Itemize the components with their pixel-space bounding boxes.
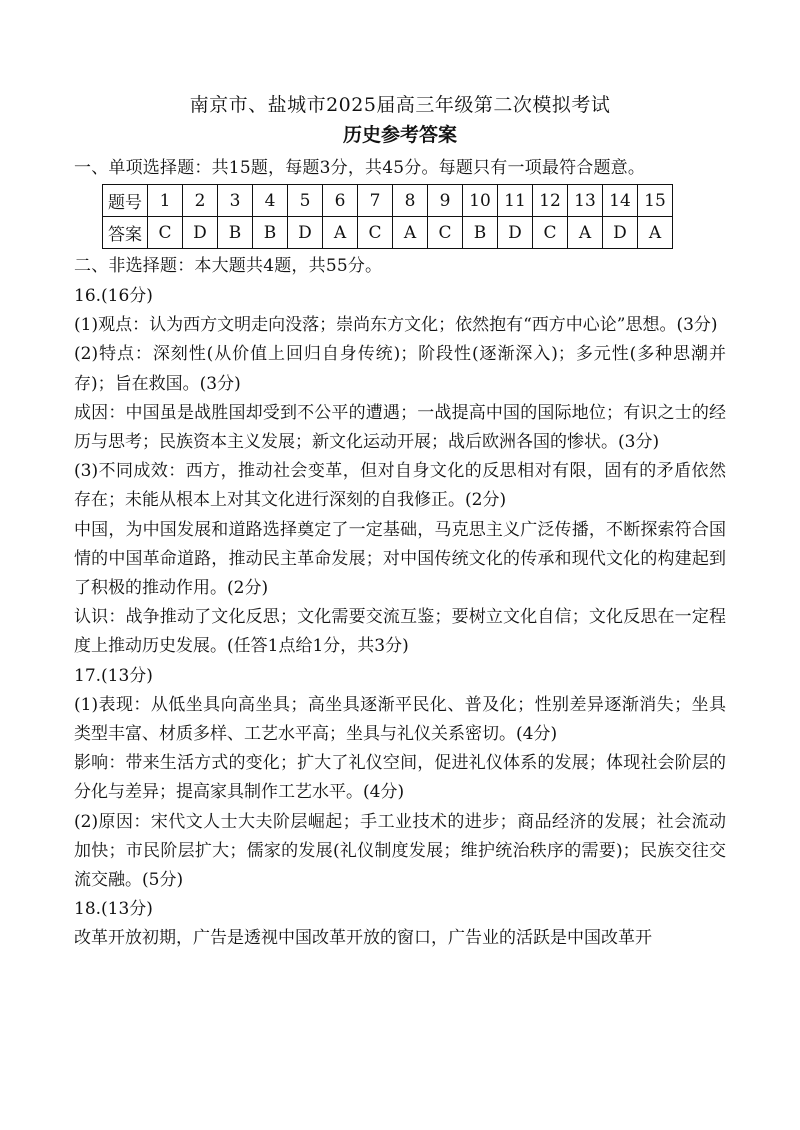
- question-number-cell: 15: [638, 185, 673, 217]
- question-17-part-2: (2)原因：宋代文人士大夫阶层崛起；手工业技术的进步；商品经济的发展；社会流动加快；市民阶层扩大；儒家的发展(礼仪制度发展；维护统治秩序的需要)；民族交往交流交融。(5分): [74, 811, 726, 891]
- table-row-numbers: [103, 185, 673, 217]
- question-number-cell: 5: [288, 185, 323, 217]
- question-number-cell: 3: [218, 185, 253, 217]
- table-row-answers: [103, 217, 673, 249]
- question-16-part-3-west: (3)不同成效：西方，推动社会变革，但对自身文化的反思相对有限，固有的矛盾依然存在；未能从根本上对其文化进行深刻的自我修正。(2分): [74, 461, 726, 511]
- question-16-label: 16.(16分): [74, 286, 153, 306]
- question-16-part-2: (2)特点：深刻性(从价值上回归自身传统)；阶段性(逐渐深入)；多元性(多种思潮并存)；旨在救国。(3分): [74, 344, 726, 394]
- question-16-causes: 成因：中国虽是战胜国却受到不公平的遭遇；一战提高中国的国际地位；有识之士的经历与思考；民族资本主义发展；新文化运动开展；战后欧洲各国的惨状。(3分): [74, 402, 726, 453]
- question-number-cell: 9: [428, 185, 463, 217]
- answer-cell: C: [148, 217, 183, 249]
- answer-body: [74, 282, 726, 954]
- answer-cell: B: [253, 217, 288, 249]
- question-18-label: 18.(13分): [74, 899, 153, 920]
- answer-cell: A: [393, 217, 428, 249]
- answer-cell: D: [603, 217, 638, 249]
- answer-cell: D: [288, 217, 323, 249]
- answer-cell: B: [218, 217, 253, 249]
- answer-cell: C: [358, 217, 393, 249]
- question-number-cell: 4: [253, 185, 288, 217]
- row-label-answers: 答案: [103, 217, 148, 249]
- question-16-part-1: (1)观点：认为西方文明走向没落；崇尚东方文化；依然抱有“西方中心论”思想。(3分): [74, 315, 718, 336]
- question-number-cell: 1: [148, 185, 183, 217]
- section-2-heading: 二、非选择题：本大题共4题，共55分。: [74, 256, 383, 276]
- answer-cell: A: [323, 217, 358, 249]
- question-number-cell: 8: [393, 185, 428, 217]
- section-1-heading: 一、单项选择题：共15题，每题3分，共45分。每题只有一项最符合题意。: [74, 158, 646, 178]
- answer-cell: D: [183, 217, 218, 249]
- question-number-cell: 10: [463, 185, 498, 217]
- question-number-cell: 12: [533, 185, 568, 217]
- question-number-cell: 11: [498, 185, 533, 217]
- answer-table: [102, 184, 673, 249]
- answer-cell: D: [498, 217, 533, 249]
- question-16-insight: 认识：战争推动了文化反思；文化需要交流互鉴；要树立文化自信；文化反思在一定程度上推动历史发展。(任答1点给1分，共3分): [74, 607, 726, 657]
- row-label-numbers: 题号: [103, 185, 148, 217]
- answer-cell: A: [568, 217, 603, 249]
- answer-cell: C: [428, 217, 463, 249]
- answer-cell: C: [533, 217, 568, 249]
- question-17-impact: 影响：带来生活方式的变化；扩大了礼仪空间，促进礼仪体系的发展；体现社会阶层的分化与差异；提高家具制作工艺水平。(4分): [74, 753, 726, 803]
- question-number-cell: 6: [323, 185, 358, 217]
- question-number-cell: 14: [603, 185, 638, 217]
- question-17-part-1: (1)表现：从低坐具向高坐具；高坐具逐渐平民化、普及化；性别差异逐渐消失；坐具类型丰富、材质多样、工艺水平高；坐具与礼仪关系密切。(4分): [74, 694, 726, 745]
- exam-title: 南京市、盐城市2025届高三年级第二次模拟考试: [189, 94, 611, 116]
- exam-subtitle: 历史参考答案: [342, 124, 457, 146]
- answer-cell: B: [463, 217, 498, 249]
- question-18-part-1: 改革开放初期，广告是透视中国改革开放的窗口，广告业的活跃是中国改革开: [74, 928, 652, 949]
- question-number-cell: 2: [183, 185, 218, 217]
- question-number-cell: 7: [358, 185, 393, 217]
- question-number-cell: 13: [568, 185, 603, 217]
- question-16-part-3-china: 中国，为中国发展和道路选择奠定了一定基础，马克思主义广泛传播，不断探索符合国情的中国革命道路，推动民主革命发展；对中国传统文化的传承和现代文化的构建起到了积极的推动作用。(2分): [74, 519, 726, 599]
- answer-cell: A: [638, 217, 673, 249]
- question-17-label: 17.(13分): [74, 665, 153, 686]
